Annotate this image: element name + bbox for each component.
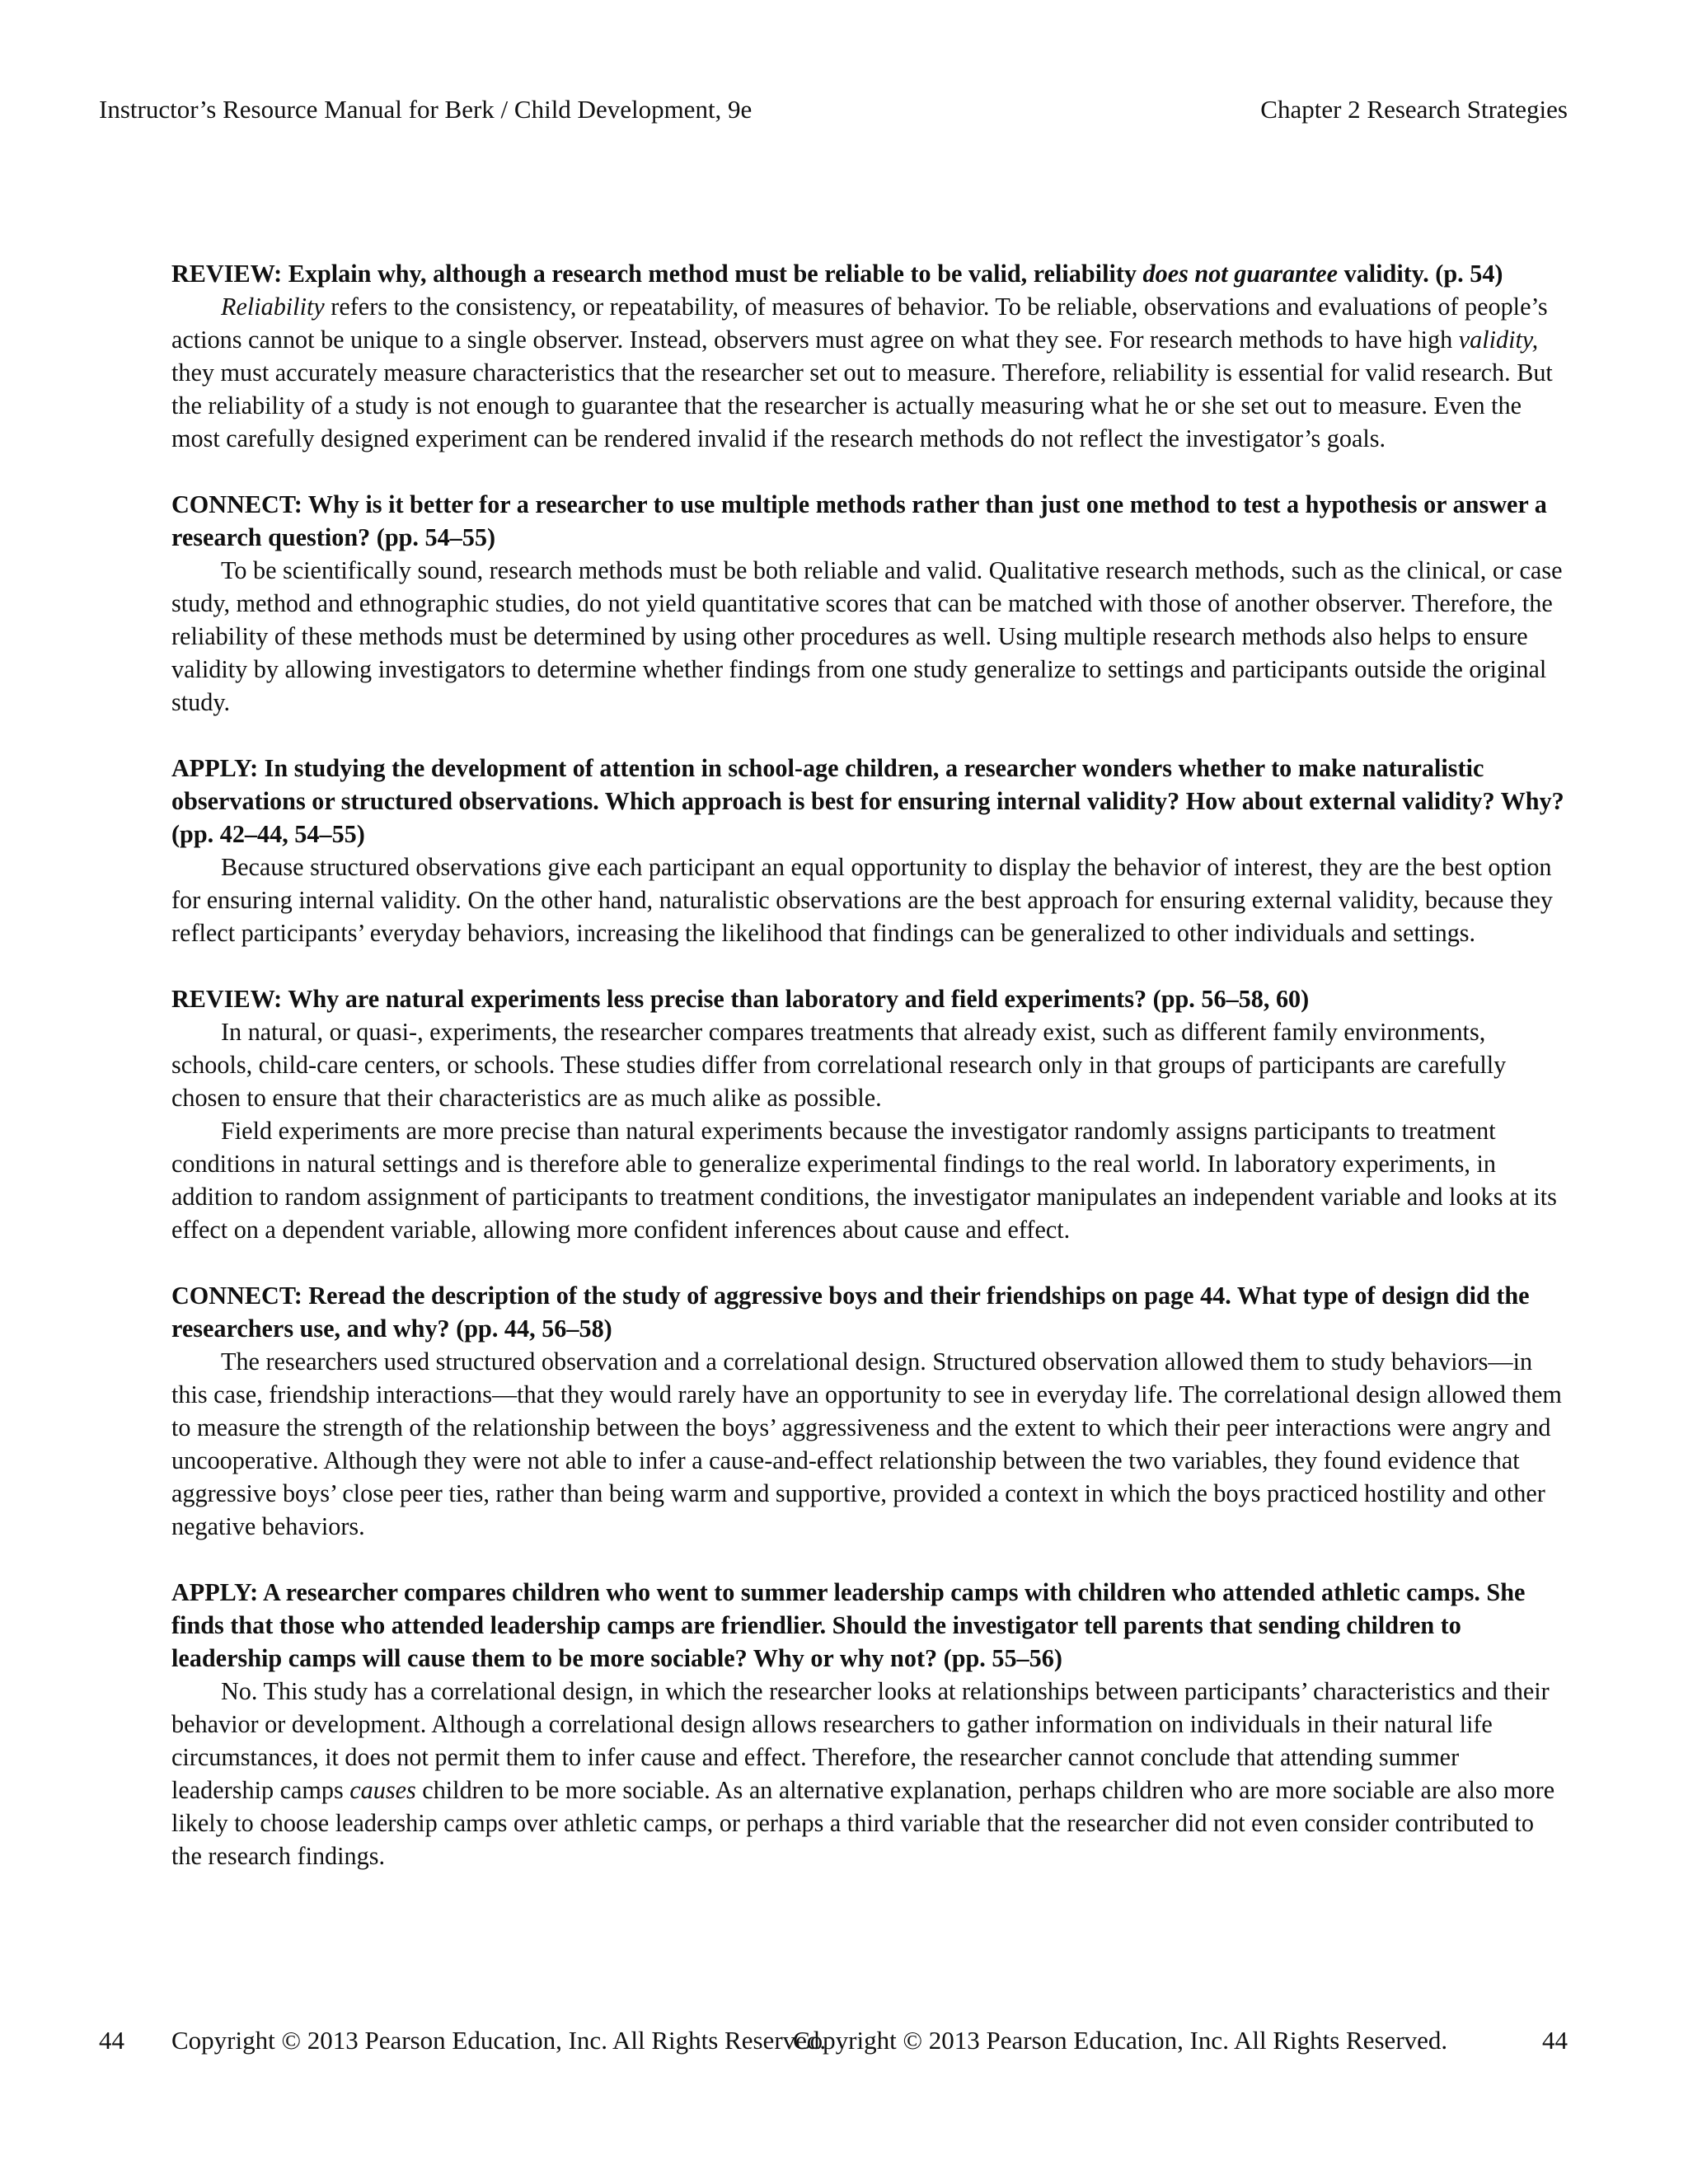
running-header-left: Instructor’s Resource Manual for Berk / Child Development, 9e xyxy=(99,95,753,124)
answer-connect-2: The researchers used structured observation and a correlational design. Structured observation allowed them to study behaviors—in this case, friendship interactions—that they would rarely have an opportunity to see in everyday life. The correlational design allowed them to measure the strength of the relationship between the boys’ aggressiveness and the extent to which their peer interactions were angry and uncooperative. Although they were not able to infer a cause-and-effect relationship between the two variables, they found evidence that aggressive boys’ close peer ties, rather than being warm and supportive, provided a context in which the boys practiced hostility and other negative behaviors. xyxy=(171,1347,1562,1540)
question-connect-1: CONNECT: Why is it better for a researcher to use multiple methods rather than just one method to test a hypothesis or answer a research question? (pp. 54–55) xyxy=(171,490,1547,551)
spacer xyxy=(171,719,1564,752)
running-header-right: Chapter 2 Research Strategies xyxy=(1260,95,1568,124)
answer-apply-2: No. This study has a correlational design, in which the researcher looks at relationships between participants’ characteristics and their behavior or development. Although a correlational design allows researchers to gather information on individuals in their natural life circumstances, it does not permit them to infer cause and effect. Therefore, the researcher cannot conclude that attending summer leadership camps causes children to be more sociable. As an alternative explanation, perhaps children who are more sociable are also more likely to choose leadership camps over athletic camps, or perhaps a third variable that the researcher did not even consider contributed to the research findings. xyxy=(171,1677,1555,1870)
question-review-1: REVIEW: Explain why, although a research method must be reliable to be valid, reliability does not guarantee validity. (p. 54) xyxy=(171,260,1503,288)
question-apply-1: APPLY: In studying the development of attention in school-age children, a researcher wonders whether to make naturalistic observations or structured observations. Which approach is best for ensuring internal validity? How about external validity? Why? (pp. 42–44, 54–55) xyxy=(171,754,1564,848)
page-number-left: 44 xyxy=(99,2026,124,2055)
answer-review-1: Reliability refers to the consistency, or repeatability, of measures of behavior. To be reliable, observations and evaluations of people’s actions cannot be unique to a single observer. Instead, observers must agree on what they see. For research methods to have high validity, they must accurately measure characteristics that the researcher set out to measure. Therefore, reliability is essential for valid research. But the reliability of a study is not enough to guarantee that the researcher is actually measuring what he or she set out to measure. Even the most carefully designed experiment can be rendered invalid if the research methods do not reflect the investigator’s goals. xyxy=(171,293,1553,452)
answer-apply-1: Because structured observations give each participant an equal opportunity to display the behavior of interest, they are the best option for ensuring internal validity. On the other hand, naturalistic observations are the best approach for ensuring external validity, because they reflect participants’ everyday behaviors, increasing the likelihood that findings can be generalized to other individuals and settings. xyxy=(171,853,1553,947)
spacer xyxy=(171,1543,1564,1576)
answer-connect-1: To be scientifically sound, research methods must be both reliable and valid. Qualitative research methods, such as the clinical, or case study, method and ethnographic studies, do not yield quantitative scores that can be matched with those of another observer. Therefore, the reliability of these methods must be determined by using other procedures as well. Using multiple research methods also helps to ensure validity by allowing investigators to determine whether findings from one study generalize to settings and participants outside the original study. xyxy=(171,556,1563,716)
spacer xyxy=(171,1246,1564,1279)
spacer xyxy=(171,949,1564,982)
copyright-notice-left: Copyright © 2013 Pearson Education, Inc. All Rights Reserved. xyxy=(171,2026,827,2055)
document-body xyxy=(171,257,1564,1872)
question-apply-2: APPLY: A researcher compares children who went to summer leadership camps with children who attended athletic camps. She finds that those who attended leadership camps are friendlier. Should the investigator tell parents that sending children to leadership camps will cause them to be more sociable? Why or why not? (pp. 55–56) xyxy=(171,1578,1526,1672)
copyright-notice-right: Copyright © 2013 Pearson Education, Inc. All Rights Reserved. xyxy=(793,2026,1448,2055)
question-connect-2: CONNECT: Reread the description of the study of aggressive boys and their friendships on page 44. What type of design did the researchers use, and why? (pp. 44, 56–58) xyxy=(171,1282,1530,1343)
answer-review-2-paragraph-1: In natural, or quasi-, experiments, the researcher compares treatments that already exist, such as different family environments, schools, child-care centers, or schools. These studies differ from correlational research only in that groups of participants are carefully chosen to ensure that their characteristics are as much alike as possible. xyxy=(171,1018,1507,1112)
page-number-right: 44 xyxy=(1542,2026,1568,2055)
question-review-2: REVIEW: Why are natural experiments less precise than laboratory and field experiments? (pp. 56–58, 60) xyxy=(171,985,1310,1013)
spacer xyxy=(171,455,1564,488)
answer-review-2-paragraph-2: Field experiments are more precise than natural experiments because the investigator randomly assigns participants to treatment conditions in natural settings and is therefore able to generalize experimental findings to the real world. In laboratory experiments, in addition to random assignment of participants to treatment conditions, the investigator manipulates an independent variable and looks at its effect on a dependent variable, allowing more confident inferences about cause and effect. xyxy=(171,1117,1557,1244)
